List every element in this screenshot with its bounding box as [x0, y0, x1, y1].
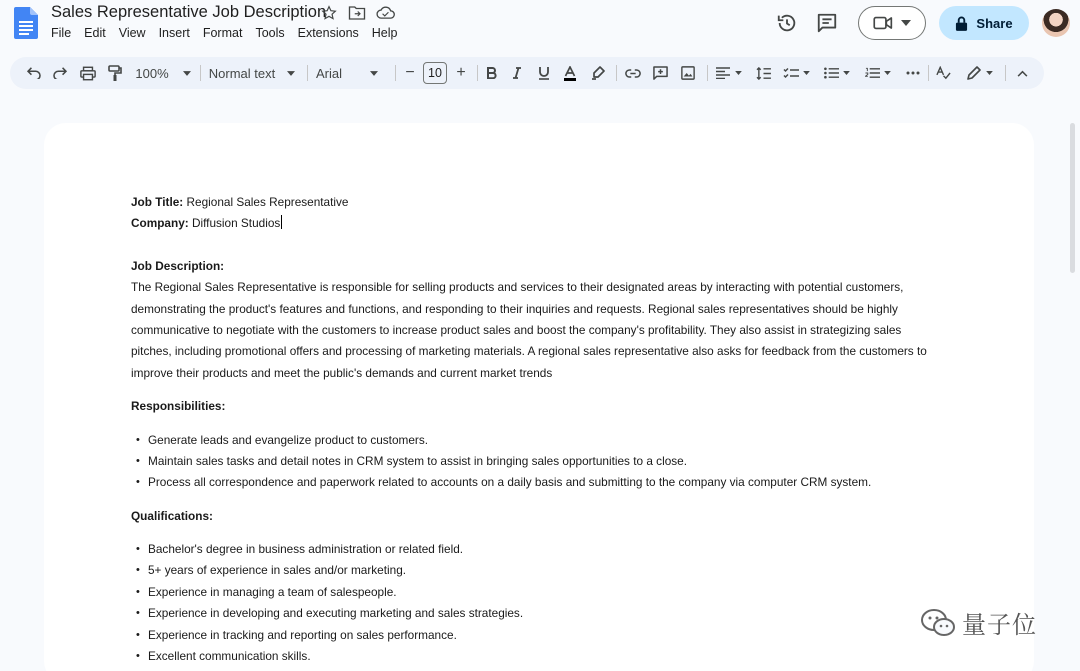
company-value: Diffusion Studios	[188, 216, 281, 231]
move-folder-icon[interactable]	[347, 3, 367, 23]
list-item: • Process all correspondence and paperwork related to accounts on a daily basis and submitting to the company via computer CRM system.	[131, 472, 951, 493]
description-line: The Regional Sales Representative is responsible for selling products and services to their designated areas by interacting with potential customers,	[131, 280, 904, 295]
comments-icon[interactable]	[816, 12, 838, 34]
menu-tools[interactable]: Tools	[255, 26, 285, 40]
zoom-select[interactable]	[133, 57, 193, 89]
print-icon[interactable]	[77, 57, 99, 89]
chevron-down-icon	[735, 71, 742, 75]
menu-help[interactable]: Help	[371, 26, 398, 40]
chevron-down-icon	[803, 71, 810, 75]
redo-icon[interactable]	[50, 57, 70, 89]
list-item: • Experience in developing and executing marketing and sales strategies.	[131, 603, 951, 624]
lock-icon	[955, 16, 968, 31]
align-select[interactable]	[713, 57, 745, 89]
menu-insert[interactable]: Insert	[158, 26, 190, 40]
chevron-down-icon	[370, 71, 378, 76]
vertical-scrollbar[interactable]	[1070, 123, 1075, 273]
chevron-down-icon	[901, 20, 911, 26]
underline-icon[interactable]	[535, 57, 553, 89]
menu-edit[interactable]: Edit	[84, 26, 106, 40]
text-color-icon[interactable]	[561, 57, 579, 89]
paint-format-icon[interactable]	[104, 57, 126, 89]
cloud-saved-icon[interactable]	[375, 3, 395, 23]
font-value: Arial	[316, 65, 343, 81]
version-history-icon[interactable]	[776, 12, 798, 34]
list-item: • Experience in tracking and reporting on sales performance.	[131, 625, 951, 646]
line-spacing-icon[interactable]	[753, 57, 773, 89]
video-camera-icon	[873, 16, 893, 30]
list-item: • Experience in managing a team of salespeople.	[131, 582, 951, 603]
pencil-icon	[967, 66, 981, 80]
description-heading: Job Description:	[131, 258, 225, 273]
avatar[interactable]	[1042, 9, 1070, 37]
document-body[interactable]	[131, 192, 951, 667]
chevron-down-icon	[884, 71, 891, 75]
company-line	[131, 213, 951, 234]
menu-view[interactable]: View	[118, 26, 146, 40]
responsibilities-heading: Responsibilities:	[131, 399, 226, 414]
font-family-select[interactable]	[316, 57, 386, 89]
description-line: improve their products and meet the public's demands and current market trends	[131, 365, 553, 380]
menu-file[interactable]: File	[51, 26, 72, 40]
job-title-line	[131, 192, 951, 213]
document-title[interactable]: Sales Representative Job Description	[51, 3, 327, 21]
font-size-input[interactable]: 10	[423, 62, 447, 84]
editing-mode-select[interactable]	[963, 57, 997, 89]
decrease-font-size-button[interactable]: −	[405, 64, 415, 81]
chevron-down-icon	[287, 71, 295, 76]
watermark-text: 量子位	[962, 611, 1037, 639]
bulleted-list-icon	[824, 67, 839, 79]
description-line: demonstrating the product's features and functions, and responding to their inquiries and requests. Regional sales representatives should be highly	[131, 301, 898, 316]
menu-extensions[interactable]: Extensions	[297, 26, 359, 40]
formatting-toolbar	[10, 57, 1044, 89]
style-value: Normal text	[208, 65, 276, 81]
checklist-icon	[783, 67, 799, 79]
zoom-value: 100%	[135, 65, 169, 81]
paragraph-style-select[interactable]	[206, 57, 298, 89]
watermark	[920, 605, 1037, 640]
insert-link-icon[interactable]	[623, 57, 643, 89]
bold-icon[interactable]	[483, 57, 501, 89]
checklist-select[interactable]	[779, 57, 813, 89]
company-label: Company:	[131, 216, 189, 231]
numbered-list-select[interactable]	[861, 57, 895, 89]
list-item: • 5+ years of experience in sales and/or marketing.	[131, 560, 951, 581]
list-item: • Maintain sales tasks and detail notes in CRM system to assist in bringing sales opportunities to a close.	[131, 451, 951, 472]
menu-bar	[51, 26, 411, 40]
star-icon[interactable]	[319, 3, 339, 23]
add-comment-icon[interactable]	[650, 57, 670, 89]
bulleted-list-select[interactable]	[820, 57, 854, 89]
list-item: • Bachelor's degree in business administration or related field.	[131, 539, 951, 560]
numbered-list-icon	[865, 67, 880, 79]
menu-format[interactable]: Format	[202, 26, 243, 40]
share-button[interactable]	[939, 6, 1029, 40]
chevron-down-icon	[986, 71, 993, 75]
description-line: pitches, including promotional offers and processing of marketing materials. A regional sales representative also asks for feedback from the customers to	[131, 344, 927, 359]
highlight-color-icon[interactable]	[589, 57, 607, 89]
spelling-check-icon[interactable]	[933, 57, 953, 89]
wechat-icon	[920, 608, 956, 638]
share-label: Share	[976, 15, 1013, 31]
collapse-toolbar-icon[interactable]	[1012, 57, 1032, 89]
insert-image-icon[interactable]	[678, 57, 698, 89]
increase-font-size-button[interactable]: +	[456, 64, 466, 81]
description-line: communicative to negotiate with the customers to increase product sales and boost the company's profitability. They also assist in strategizing sales	[131, 322, 902, 337]
title-bar	[0, 0, 1080, 50]
chevron-down-icon	[843, 71, 850, 75]
undo-icon[interactable]	[24, 57, 44, 89]
list-item: • Generate leads and evangelize product to customers.	[131, 430, 951, 451]
list-item: • Excellent communication skills.	[131, 646, 951, 667]
job-title-label: Job Title:	[131, 195, 184, 209]
more-options-icon[interactable]	[903, 57, 923, 89]
text-cursor	[281, 215, 282, 229]
chevron-down-icon	[183, 71, 191, 76]
qualifications-heading: Qualifications:	[131, 508, 213, 523]
italic-icon[interactable]	[508, 57, 526, 89]
job-title-value: Regional Sales Representative	[183, 195, 349, 209]
align-left-icon	[716, 67, 730, 79]
meet-button[interactable]	[858, 6, 926, 40]
docs-logo-icon[interactable]	[14, 7, 38, 39]
